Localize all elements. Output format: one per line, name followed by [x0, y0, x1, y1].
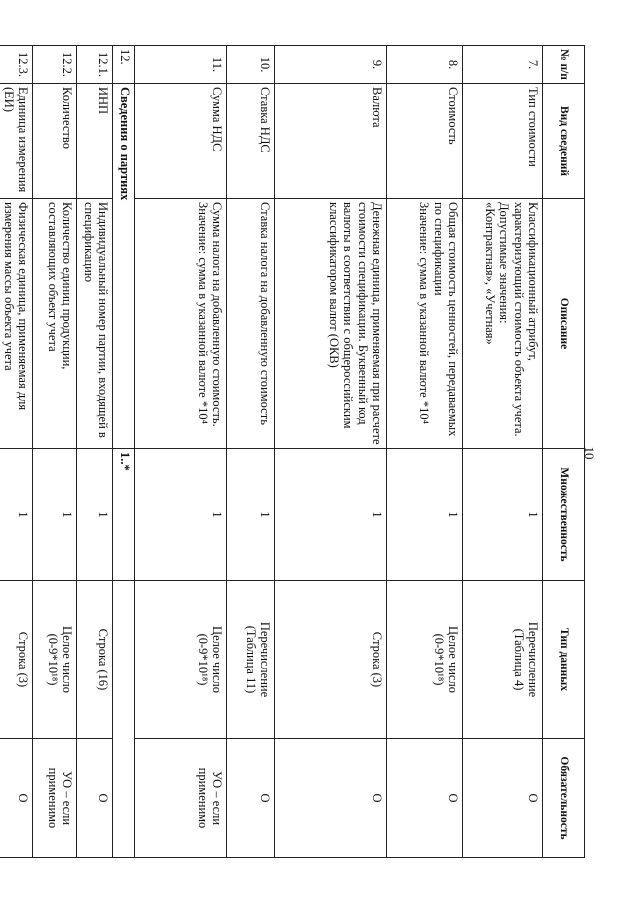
- row-mandatory-line: О: [370, 793, 384, 803]
- row-data-type-line: Целое число: [446, 626, 460, 693]
- row-multiplicity: 1: [463, 449, 543, 581]
- row-data-type: [77, 581, 113, 739]
- row-description: [77, 199, 113, 449]
- header-data-type: Тип данных: [543, 581, 585, 739]
- row-description: [33, 199, 77, 449]
- row-multiplicity: 1: [387, 449, 463, 581]
- row-mandatory-line: применимо: [45, 767, 60, 829]
- row-description-line: Классификационный атрибут, характеризующий стоимость объекта учета.: [511, 202, 540, 437]
- row-description: [387, 199, 463, 449]
- row-kind: Количество: [33, 84, 77, 199]
- row-mandatory-line: УО – если: [60, 770, 74, 826]
- row-data-type-line: (0-9*10¹⁸): [431, 633, 446, 686]
- row-description-line: «Контрактная», «Учетная»: [482, 202, 497, 345]
- row-data-type: [463, 581, 543, 739]
- table-row: [0, 46, 33, 858]
- row-num: 12.1.: [77, 46, 113, 84]
- row-data-type: [227, 581, 275, 739]
- row-num: 9.: [275, 46, 387, 84]
- row-description: [275, 199, 387, 449]
- row-description-line: Допустимые значения:: [497, 202, 512, 324]
- table-row: [33, 46, 77, 858]
- row-kind: Стоимость: [387, 84, 463, 199]
- row-num: 7.: [463, 46, 543, 84]
- row-num: 11.: [135, 46, 227, 84]
- section-title: Сведения о партиях: [113, 84, 135, 449]
- row-data-type: [0, 581, 33, 739]
- row-multiplicity: 1: [227, 449, 275, 581]
- row-description: [0, 199, 33, 449]
- row-mandatory-line: О: [16, 793, 30, 803]
- row-data-type-line: Строка (16): [96, 628, 110, 691]
- row-data-type-line: (Таблица 11): [243, 625, 258, 694]
- section-num: 12.: [113, 46, 135, 84]
- table-row: [275, 46, 387, 858]
- row-data-type-line: (0-9*10¹⁸): [45, 633, 60, 686]
- table-row: [77, 46, 113, 858]
- row-description: [227, 199, 275, 449]
- row-description-line: Общая стоимость ценностей, передаваемых по спецификации: [431, 202, 460, 437]
- section-empty: [113, 581, 135, 858]
- row-data-type-line: Строка (3): [370, 631, 384, 688]
- row-kind: Единица измерения (ЕИ): [0, 84, 33, 199]
- row-description-line: Сумма налога на добавленную стоимость.: [210, 202, 224, 427]
- row-data-type: [33, 581, 77, 739]
- row-data-type-line: Строка (3): [16, 631, 30, 688]
- row-data-type: [135, 581, 227, 739]
- header-mandatory: Обязательность: [543, 739, 585, 858]
- page-number: 10: [582, 446, 597, 460]
- row-mandatory: [227, 739, 275, 858]
- row-num: 8.: [387, 46, 463, 84]
- row-data-type-line: Перечисление: [526, 621, 540, 698]
- section-multiplicity: 1..*: [113, 449, 135, 581]
- row-multiplicity: 1: [135, 449, 227, 581]
- row-num: 12.2.: [33, 46, 77, 84]
- row-mandatory: [77, 739, 113, 858]
- header-description: Описание: [543, 199, 585, 449]
- row-kind: Тип стоимости: [463, 84, 543, 199]
- row-mandatory-line: О: [526, 793, 540, 803]
- row-data-type-line: Перечисление: [258, 621, 272, 698]
- row-description-line: Количество единиц продукции, составляющих объект учета: [45, 202, 74, 370]
- row-mandatory: [275, 739, 387, 858]
- row-description: [463, 199, 543, 449]
- section-row: [113, 46, 135, 858]
- row-data-type-line: Целое число: [210, 626, 224, 693]
- table-row: [135, 46, 227, 858]
- row-description-line: Значение: сумма в указанной валюте *10⁴: [417, 202, 432, 424]
- row-kind: ИНП: [77, 84, 113, 199]
- row-description-line: Значение: сумма в указанной валюте *10⁴: [195, 202, 210, 424]
- row-num: 10.: [227, 46, 275, 84]
- row-data-type-line: Целое число: [60, 626, 74, 693]
- row-description-line: Индивидуальный номер партии, входящей в спецификацию: [81, 202, 110, 438]
- header-multiplicity: Множественность: [543, 449, 585, 581]
- row-description-line: Денежная единица, применяемая при расчете стоимости спецификации. Буквенный код валюты в соответствии с общероссийским классификатором валют (ОКВ): [326, 202, 384, 445]
- row-multiplicity: 1: [0, 449, 33, 581]
- row-multiplicity: 1: [275, 449, 387, 581]
- header-kind: Вид сведений: [543, 84, 585, 199]
- row-multiplicity: 1: [33, 449, 77, 581]
- row-mandatory-line: О: [446, 793, 460, 803]
- row-mandatory-line: О: [96, 793, 110, 803]
- row-mandatory-line: УО – если: [210, 770, 224, 826]
- row-mandatory: [33, 739, 77, 858]
- row-mandatory: [463, 739, 543, 858]
- row-num: 12.3.: [0, 46, 33, 84]
- row-multiplicity: 1: [77, 449, 113, 581]
- header-num: № п/п: [543, 46, 585, 84]
- row-mandatory: [387, 739, 463, 858]
- row-description-line: Ставка налога на добавленную стоимость: [258, 202, 272, 425]
- row-mandatory: [135, 739, 227, 858]
- row-data-type: [275, 581, 387, 739]
- row-kind: Сумма НДС: [135, 84, 227, 199]
- row-mandatory: [0, 739, 33, 858]
- row-description-line: Физическая единица, применяемая для измерения массы объекта учета: [1, 202, 30, 411]
- row-mandatory-line: О: [258, 793, 272, 803]
- row-kind: Ставка НДС: [227, 84, 275, 199]
- row-description: [135, 199, 227, 449]
- row-data-type-line: (0-9*10¹⁸): [195, 633, 210, 686]
- table-row: [463, 46, 543, 858]
- rotated-page-content: [1, 45, 585, 857]
- table-row: [227, 46, 275, 858]
- row-data-type: [387, 581, 463, 739]
- specification-table: [0, 45, 585, 858]
- row-kind: Валюта: [275, 84, 387, 199]
- row-mandatory-line: применимо: [195, 767, 210, 829]
- table-row: [387, 46, 463, 858]
- row-data-type-line: (Таблица 4): [511, 628, 526, 691]
- table-header-row: [543, 46, 585, 858]
